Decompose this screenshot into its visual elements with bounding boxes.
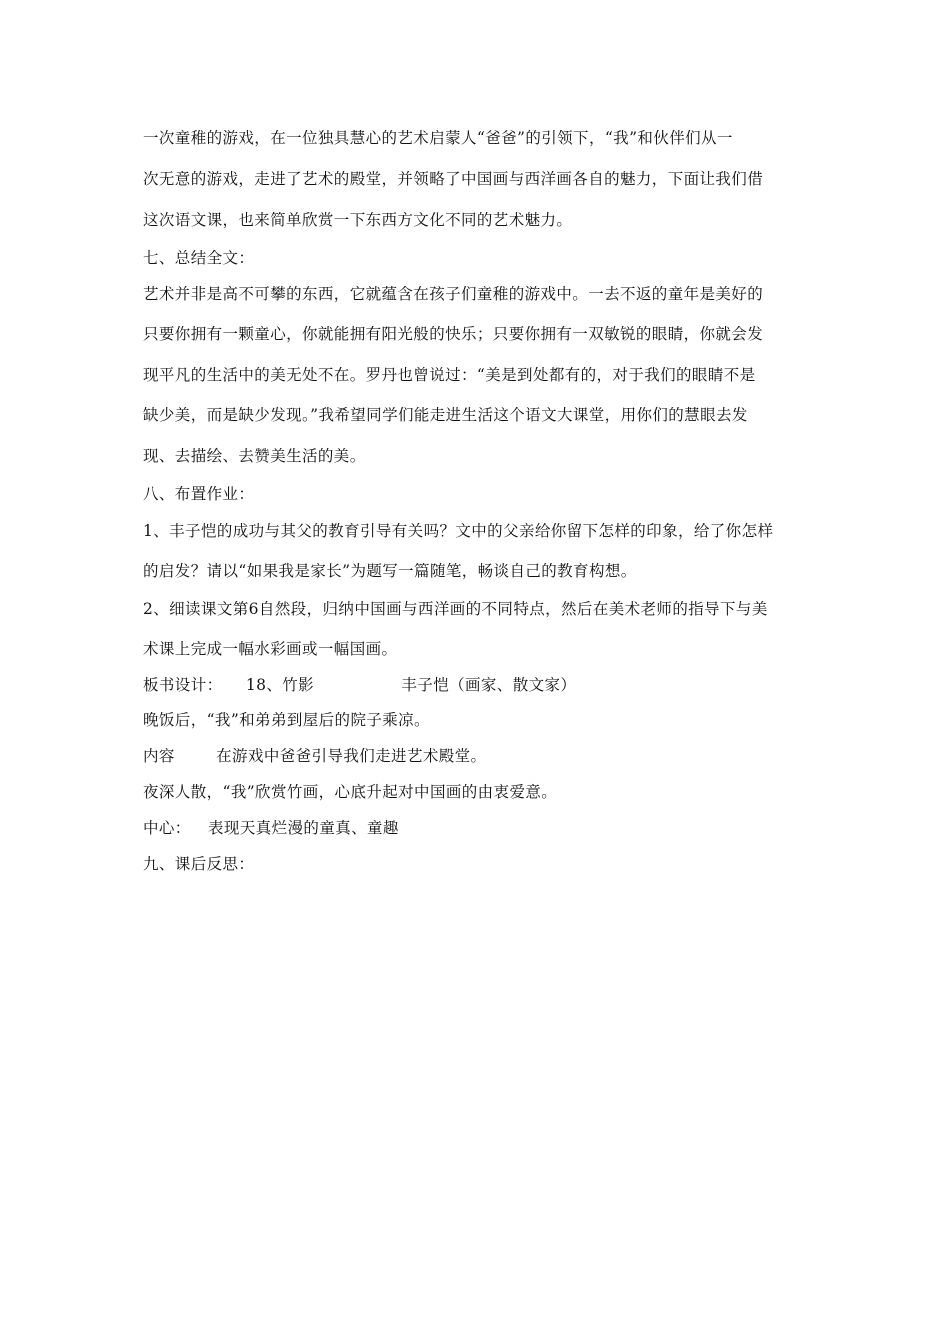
paragraph-line: 一次童稚的游戏，在一位独具慧心的艺术启蒙人“爸爸”的引领下，“我”和伙伴们从一	[143, 129, 733, 147]
paragraph-line: 只要你拥有一颗童心，你就能拥有阳光般的快乐；只要你拥有一双敏锐的眼睛，你就会发	[143, 325, 764, 343]
board-center-label: 中心：	[143, 819, 191, 837]
paragraph-line: 次无意的游戏，走进了艺术的殿堂，并领略了中国画与西洋画各自的魅力，下面让我们借	[143, 170, 764, 188]
board-content-text: 在游戏中爸爸引导我们走进艺术殿堂。	[216, 747, 487, 765]
paragraph-line: 这次语文课，也来简单欣赏一下东西方文化不同的艺术魅力。	[143, 211, 573, 229]
paragraph-line: 缺少美，而是缺少发现。”我希望同学们能走进生活这个语文大课堂，用你们的慧眼去发	[143, 406, 748, 424]
board-title: 18、竹影	[245, 676, 315, 694]
board-design-header	[143, 675, 823, 695]
section-heading-homework: 八、布置作业：	[143, 485, 255, 503]
board-line-3: 夜深人散，“我”欣赏竹画，心底升起对中国画的由衷爱意。	[143, 783, 558, 801]
homework-item-2-cont: 术课上完成一幅水彩画或一幅国画。	[143, 640, 398, 658]
board-line-1: 晚饭后，“我”和弟弟到屋后的院子乘凉。	[143, 711, 430, 729]
board-center-row	[143, 818, 823, 838]
paragraph-line: 现、去描绘、去赞美生活的美。	[143, 447, 366, 465]
board-center-text: 表现天真烂漫的童真、童趣	[208, 819, 399, 837]
section-heading-summary: 七、总结全文：	[143, 249, 255, 267]
paragraph-line: 艺术并非是高不可攀的东西，它就蕴含在孩子们童稚的游戏中。一去不返的童年是美好的	[143, 285, 764, 303]
paragraph-line: 现平凡的生活中的美无处不在。罗丹也曾说过：“美是到处都有的，对于我们的眼睛不是	[143, 366, 756, 384]
homework-item-1: 1、丰子恺的成功与其父的教育引导有关吗？文中的父亲给你留下怎样的印象，给了你怎样	[143, 522, 774, 540]
board-author: 丰子恺（画家、散文家）	[401, 676, 577, 694]
board-content-row	[143, 746, 823, 766]
board-content-label: 内容	[143, 747, 175, 765]
homework-item-2: 2、细读课文第6自然段，归纳中国画与西洋画的不同特点，然后在美术老师的指导下与美	[143, 600, 768, 618]
section-heading-reflection: 九、课后反思：	[143, 855, 255, 873]
board-label: 板书设计：	[143, 676, 223, 694]
homework-item-1-cont: 的启发？请以“如果我是家长”为题写一篇随笔，畅谈自己的教育构想。	[143, 562, 637, 580]
